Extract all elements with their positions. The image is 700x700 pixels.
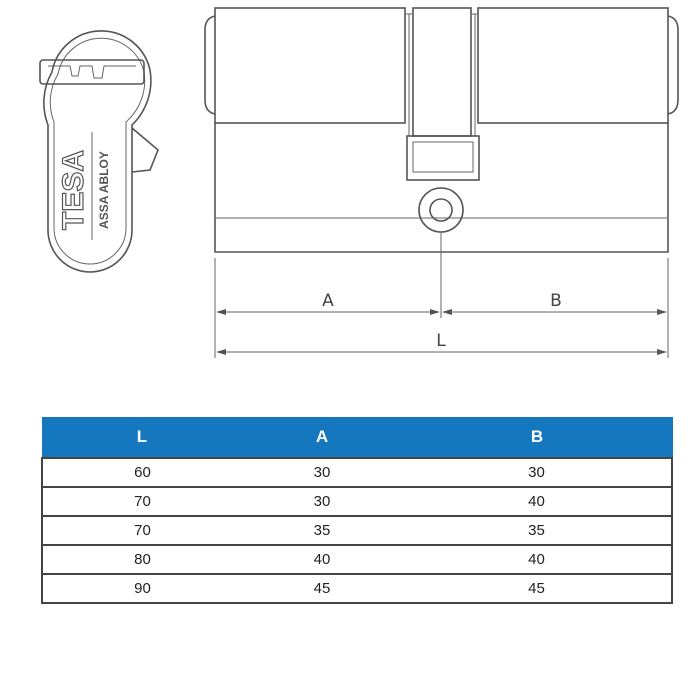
table-row: [42, 458, 672, 487]
cam-lower: [407, 136, 479, 180]
cell-l: 90: [42, 574, 242, 603]
cell-a: 30: [242, 458, 402, 487]
dimension-a-label: A: [322, 291, 334, 311]
cell-b: 45: [402, 574, 672, 603]
cylinder-left-cap: [205, 16, 215, 114]
keyway-slot: [48, 66, 136, 78]
table-row: [42, 487, 672, 516]
arrow-b-right: [657, 309, 667, 315]
dimension-lines: [215, 232, 668, 358]
cylinder-left-body: [215, 8, 405, 123]
cell-a: 30: [242, 487, 402, 516]
table-header-row: [42, 417, 672, 458]
cell-b: 35: [402, 516, 672, 545]
table-row: [42, 545, 672, 574]
arrow-l-left: [216, 349, 226, 355]
table-row: [42, 516, 672, 545]
header-l: L: [42, 417, 242, 458]
cell-a: 45: [242, 574, 402, 603]
header-b: B: [402, 417, 672, 458]
dimension-b-label: B: [550, 291, 562, 311]
cam-lower-inner: [413, 142, 473, 172]
table-row: [42, 574, 672, 603]
cylinder-side-view: [205, 8, 678, 252]
cylinder-right-body: [478, 8, 668, 123]
brand-sub-logo: ASSA ABLOY: [97, 151, 111, 229]
dimension-l-label: L: [436, 331, 446, 351]
arrow-a-left: [216, 309, 226, 315]
cell-a: 40: [242, 545, 402, 574]
arrow-l-right: [657, 349, 667, 355]
keyway-bar: [40, 60, 144, 84]
cell-l: 70: [42, 487, 242, 516]
cell-l: 60: [42, 458, 242, 487]
header-a: A: [242, 417, 402, 458]
cell-a: 35: [242, 516, 402, 545]
cam-tab: [132, 128, 158, 172]
cell-l: 80: [42, 545, 242, 574]
cell-b: 40: [402, 487, 672, 516]
cell-b: 30: [402, 458, 672, 487]
arrow-a-right: [430, 309, 440, 315]
cell-l: 70: [42, 516, 242, 545]
fixing-screw-hole-outer: [419, 188, 463, 232]
cylinder-profile-view: [40, 31, 158, 272]
cam-upper: [413, 8, 471, 136]
size-table: [41, 417, 673, 604]
cylinder-right-cap: [668, 16, 678, 114]
cell-b: 40: [402, 545, 672, 574]
arrow-b-left: [442, 309, 452, 315]
brand-logo: TESA: [57, 149, 90, 231]
